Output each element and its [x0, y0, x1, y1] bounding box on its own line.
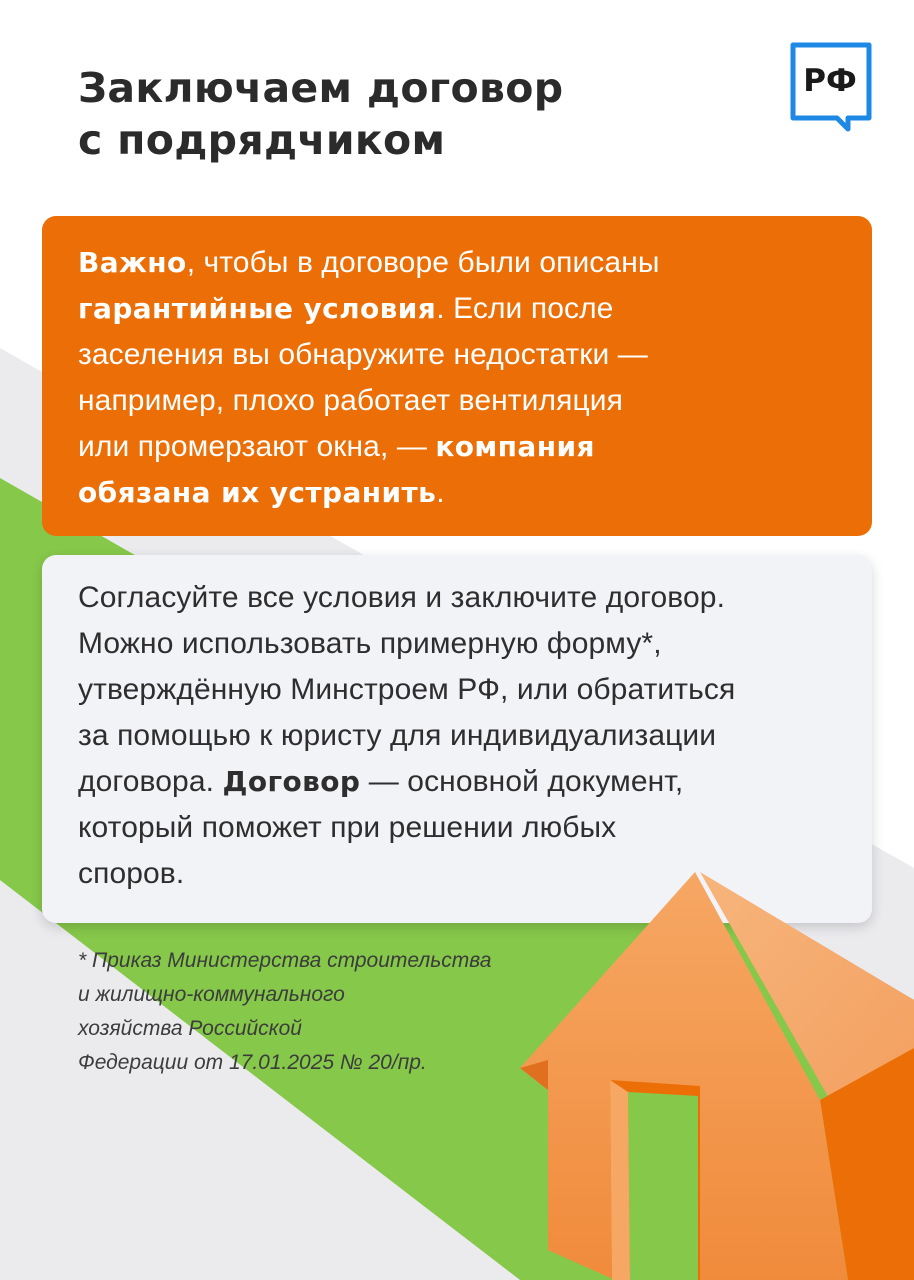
rf-logo — [788, 40, 876, 132]
footnote — [78, 944, 598, 1080]
must-fix-label: обязана их устранить — [78, 476, 437, 509]
contract-text-7: который поможет при решении любых — [78, 811, 617, 844]
company-label: компания — [435, 430, 595, 463]
contract-text-1: Согласуйте все условия и заключите договор. — [78, 581, 725, 614]
warranty-text-5: или промерзают окна, — — [78, 430, 436, 463]
footnote-line-1: * Приказ Министерства строительства — [78, 949, 492, 972]
footnote-line-2: и жилищно-коммунального — [78, 983, 345, 1006]
contract-text-3: утверждённую Минстроем РФ, или обратиться — [78, 673, 736, 706]
important-label: Важно — [78, 246, 187, 279]
warranty-text-2: . Если после — [436, 292, 614, 325]
contract-text-8: споров. — [78, 857, 185, 890]
warranty-text-4: например, плохо работает вентиляция — [78, 384, 623, 417]
logo-text: РФ — [803, 63, 857, 99]
contract-text — [78, 575, 844, 897]
page-title-line-1: Заключаем договор — [78, 64, 564, 112]
warranty-terms: гарантийные условия — [78, 292, 437, 325]
warranty-card — [42, 216, 872, 536]
warranty-text-end: . — [436, 476, 445, 509]
contract-text-4: за помощью к юристу для индивидуализации — [78, 719, 717, 752]
contract-text-5: договора. — [78, 765, 223, 798]
footnote-line-3: хозяйства Российской — [78, 1017, 302, 1040]
contract-text-6: — основной документ, — [360, 765, 684, 798]
page-title-line-2: с подрядчиком — [78, 116, 446, 164]
warranty-text-3: заселения вы обнаружите недостатки — — [78, 338, 648, 371]
contract-label: Договор — [222, 765, 361, 798]
warranty-text-1: , чтобы в договоре были описаны — [186, 246, 660, 279]
page-title — [78, 62, 718, 166]
footnote-line-4: Федерации от 17.01.2025 № 20/пр. — [78, 1051, 427, 1074]
warranty-text — [78, 240, 842, 516]
contract-card — [42, 555, 872, 923]
contract-text-2: Можно использовать примерную форму*, — [78, 627, 662, 660]
